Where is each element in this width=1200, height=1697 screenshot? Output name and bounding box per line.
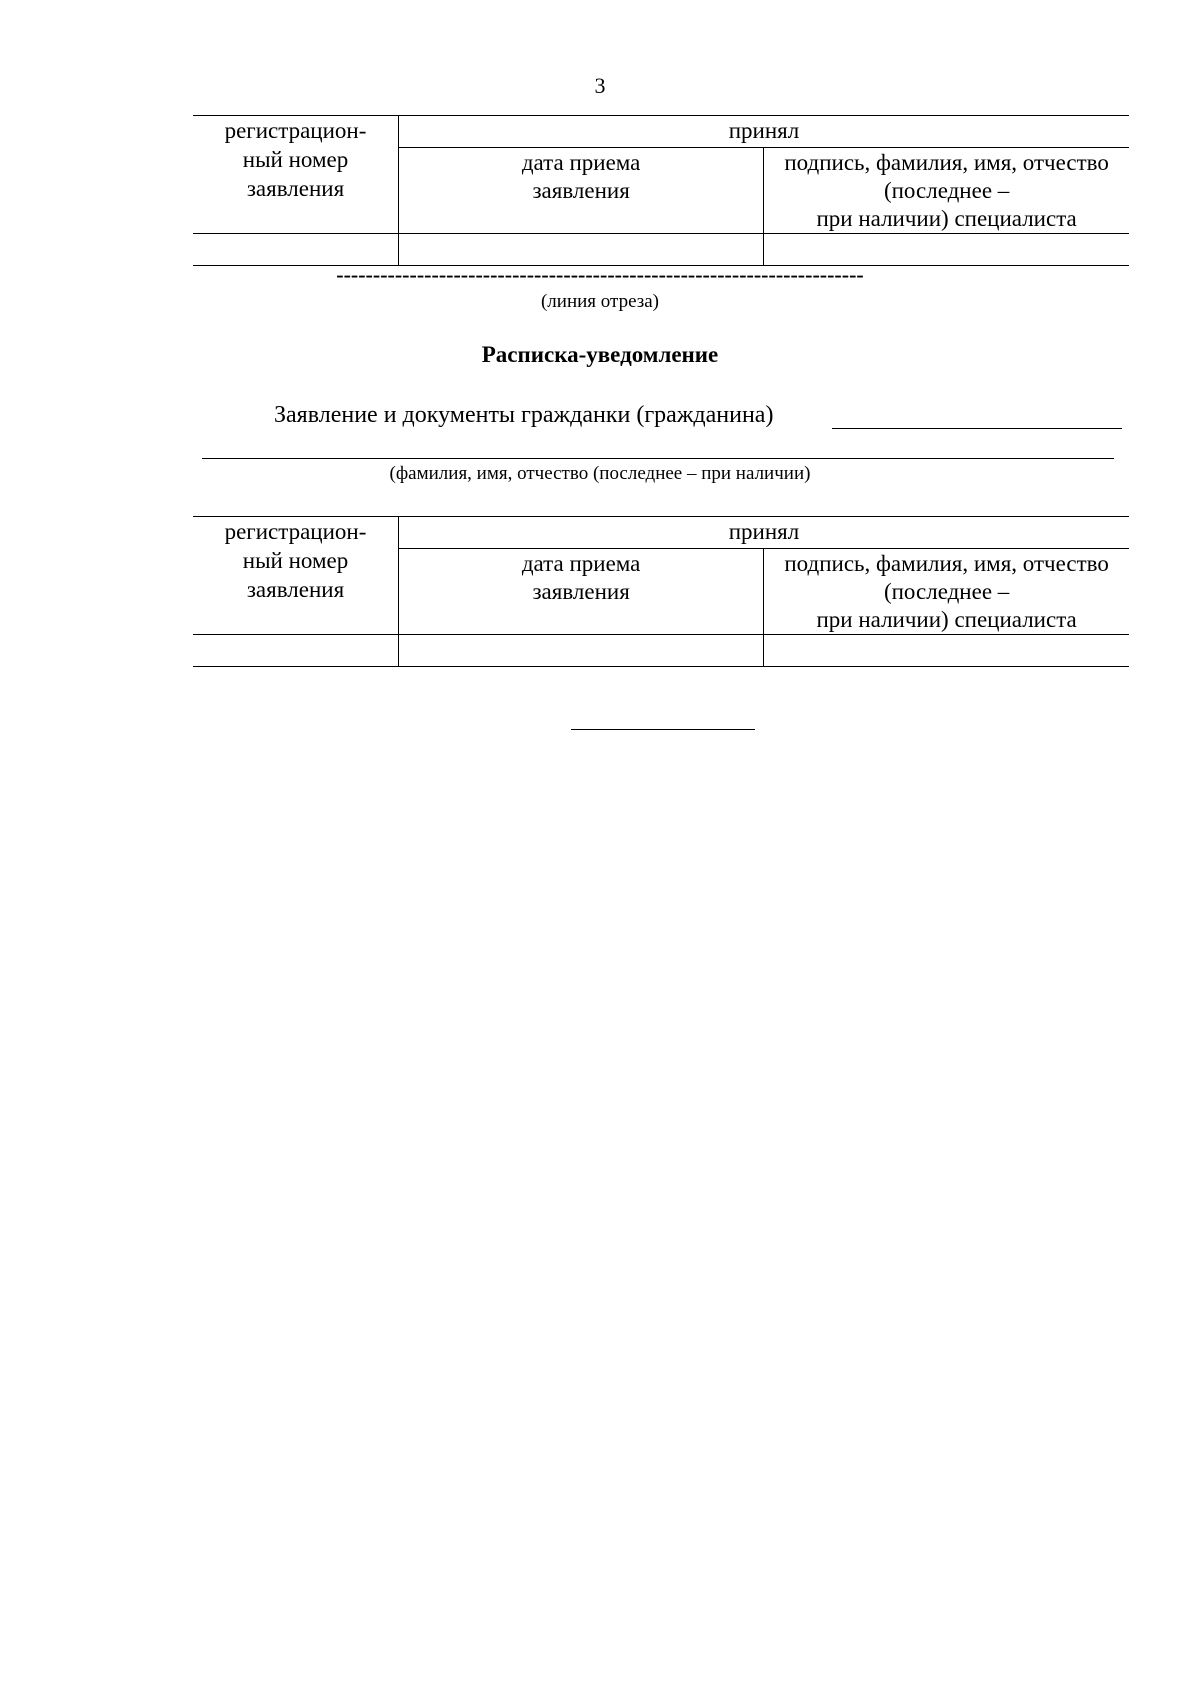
reg-number-cell[interactable] — [193, 635, 399, 667]
reg-number-label: регистрацион- ный номер заявления — [224, 118, 367, 201]
signature-header — [764, 148, 1129, 234]
table-row — [193, 234, 1129, 266]
date-label: дата приема заявления — [521, 150, 641, 203]
name-fill-line-second[interactable] — [202, 458, 1114, 459]
cut-line-caption: (линия отреза) — [540, 291, 660, 312]
name-fill-line[interactable] — [832, 428, 1122, 429]
receipt-intro: Заявление и документы гражданки (гражданина) — [274, 402, 774, 428]
signature-label: подпись, фамилия, имя, отчество (последнее – при наличии) специалиста — [784, 150, 1109, 231]
date-cell[interactable] — [399, 635, 764, 667]
signature-header — [764, 549, 1129, 635]
reg-number-header — [193, 517, 399, 635]
receipt-title: Расписка-уведомление — [481, 342, 719, 367]
date-cell[interactable] — [399, 234, 764, 266]
signature-label: подпись, фамилия, имя, отчество (последнее – при наличии) специалиста — [784, 551, 1109, 632]
received-header: принял — [399, 517, 1130, 549]
table-row — [193, 635, 1129, 667]
name-caption: (фамилия, имя, отчество (последнее – при наличии) — [389, 463, 811, 484]
reg-number-header — [193, 116, 399, 234]
received-header: принял — [399, 116, 1130, 148]
date-label: дата приема заявления — [521, 551, 641, 604]
signature-cell[interactable] — [764, 635, 1129, 667]
end-rule — [571, 729, 755, 730]
reg-number-label: регистрацион- ный номер заявления — [224, 519, 367, 602]
reg-number-cell[interactable] — [193, 234, 399, 266]
date-header — [399, 549, 764, 635]
date-header — [399, 148, 764, 234]
registration-table-bottom — [193, 516, 1129, 667]
page-number: 3 — [594, 73, 606, 98]
signature-cell[interactable] — [764, 234, 1129, 266]
cut-line: ------------------------------------------------------------------------ — [336, 262, 864, 287]
registration-table-top — [193, 115, 1129, 266]
